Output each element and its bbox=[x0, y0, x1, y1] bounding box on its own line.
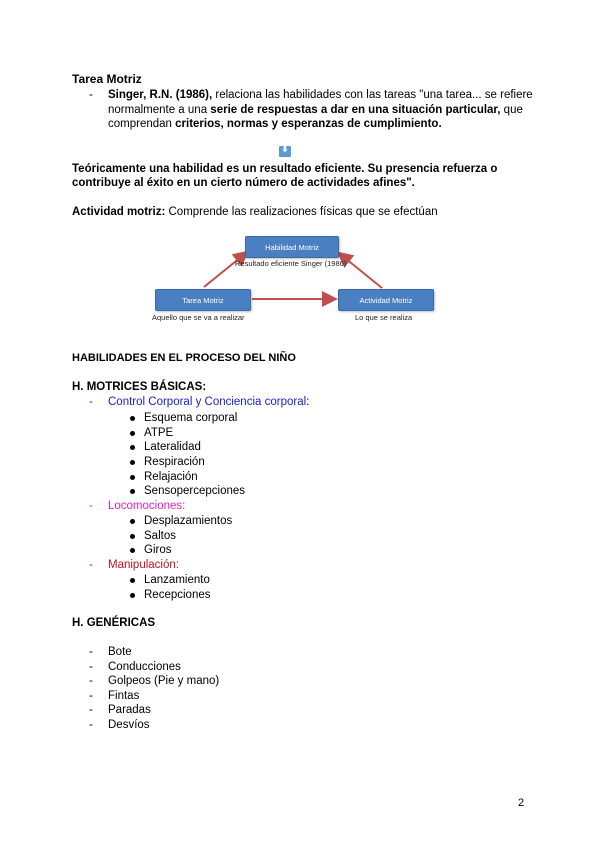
singer-author: Singer, R.N. (1986), bbox=[108, 89, 213, 101]
singer-text: relaciona las habilidades con las tareas "una tarea... se refiere bbox=[212, 89, 533, 101]
group-locomociones: Locomociones: bbox=[108, 500, 186, 512]
list-item: - Fintas bbox=[89, 690, 140, 702]
box-actividad-motriz: Actividad Motriz bbox=[338, 289, 434, 311]
list-item: Respiración bbox=[130, 455, 245, 470]
item-text: Bote bbox=[108, 646, 132, 658]
list-item: Recepciones bbox=[130, 588, 210, 603]
locomociones-list bbox=[130, 514, 232, 558]
list-item: Giros bbox=[130, 543, 232, 558]
list-item: Sensopercepciones bbox=[130, 484, 245, 499]
item-text: Conducciones bbox=[108, 661, 181, 673]
list-item: Desplazamientos bbox=[130, 514, 232, 529]
actividad-label: Actividad motriz: bbox=[72, 206, 166, 218]
group-suffix: : bbox=[306, 396, 310, 408]
list-item: Esquema corporal bbox=[130, 411, 245, 426]
down-arrow-icon: ⬇ bbox=[280, 144, 290, 155]
list-item: - Conducciones bbox=[89, 661, 181, 673]
control-corporal-list bbox=[130, 411, 245, 499]
singer-line2-pre: normalmente a una bbox=[108, 104, 211, 116]
caption-tarea: Aquello que se va a realizar bbox=[152, 313, 245, 322]
group-manipulacion: Manipulación: bbox=[108, 559, 179, 571]
item-text: Fintas bbox=[108, 690, 140, 702]
page-number: 2 bbox=[518, 797, 525, 809]
singer-line2-post: que bbox=[500, 104, 523, 116]
group-control-corporal bbox=[108, 396, 309, 408]
item-text: Desvíos bbox=[108, 719, 150, 731]
item-text: Paradas bbox=[108, 704, 151, 716]
basicas-heading: H. MOTRICES BÁSICAS: bbox=[72, 381, 207, 393]
caption-habilidad: Resultado eficiente Singer (1986) bbox=[235, 259, 347, 268]
box-habilidad-motriz: Habilidad Motriz bbox=[245, 236, 339, 258]
singer-line2-bold: serie de respuestas a dar en una situación particular, bbox=[210, 104, 501, 116]
box-tarea-motriz: Tarea Motriz bbox=[155, 289, 251, 311]
list-item: - Bote bbox=[89, 646, 132, 658]
manipulacion-list bbox=[130, 573, 210, 602]
list-item: ATPE bbox=[130, 426, 245, 441]
singer-line3-pre: comprendan bbox=[108, 118, 176, 130]
list-item: - Paradas bbox=[89, 704, 151, 716]
actividad-text: Comprende las realizaciones físicas que se efectúan bbox=[165, 206, 438, 218]
genericas-heading: H. GENÉRICAS bbox=[72, 617, 156, 629]
group-label: Control Corporal y Conciencia corporal bbox=[108, 396, 307, 408]
dash-bullet: - bbox=[89, 500, 93, 512]
list-item: - Desvíos bbox=[89, 719, 150, 731]
dash-bullet: - bbox=[89, 559, 93, 571]
item-text: Golpeos (Pie y mano) bbox=[108, 675, 220, 687]
dash-bullet: - bbox=[89, 89, 93, 101]
caption-actividad: Lo que se realiza bbox=[355, 313, 413, 322]
theory-line-1: Teóricamente una habilidad es un resultado eficiente. Su presencia refuerza o bbox=[72, 163, 498, 175]
dash-bullet: - bbox=[89, 396, 93, 408]
list-item: - Golpeos (Pie y mano) bbox=[89, 675, 220, 687]
section-title-tarea-motriz: Tarea Motriz bbox=[72, 72, 142, 86]
list-item: Saltos bbox=[130, 529, 232, 544]
list-item: Lanzamiento bbox=[130, 573, 210, 588]
theory-line-2: contribuye al éxito en un cierto número de actividades afines". bbox=[72, 177, 415, 189]
habilidades-heading: HABILIDADES EN EL PROCESO DEL NIÑO bbox=[72, 352, 296, 364]
list-item: Relajación bbox=[130, 470, 245, 485]
singer-line3-bold: criterios, normas y esperanzas de cumplimiento. bbox=[175, 118, 442, 130]
list-item: Lateralidad bbox=[130, 440, 245, 455]
